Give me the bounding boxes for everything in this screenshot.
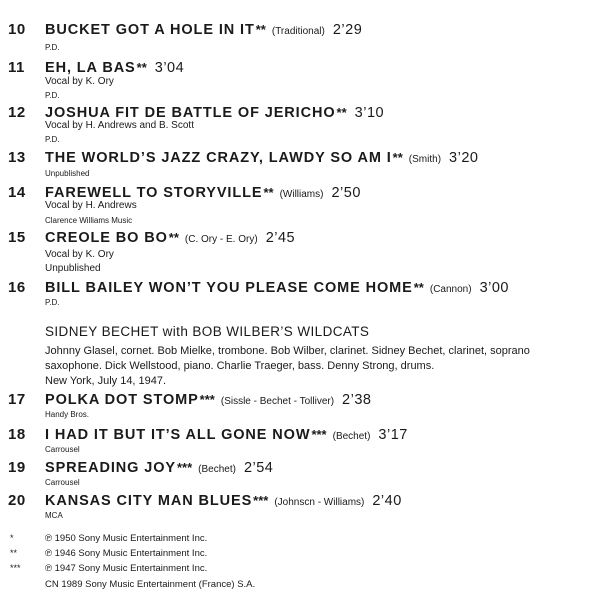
- track-stars: **: [392, 150, 403, 165]
- track-title: KANSAS CITY MAN BLUES: [45, 493, 253, 509]
- track-stars: ***: [176, 460, 193, 475]
- track-duration: 3’00: [479, 280, 509, 296]
- track-title-line: [45, 426, 408, 444]
- track-vocal: Vocal by K. Ory: [45, 249, 114, 260]
- track-stars: ***: [253, 493, 269, 508]
- track-title: EH, LA BAS: [45, 60, 136, 76]
- track-title-line: [45, 279, 509, 297]
- credit-text: CN 1989 Sony Music Entertainment (France) S.A.: [45, 579, 256, 590]
- credit-row: [0, 548, 600, 562]
- track-composer: (Bechet): [332, 431, 371, 442]
- track-vocal: Vocal by K. Ory: [45, 76, 114, 87]
- track-publisher: Carrousel: [45, 478, 80, 487]
- session-personnel: [45, 344, 580, 389]
- credit-row: [0, 533, 600, 547]
- track-number: 18: [8, 426, 26, 443]
- track-publisher: P.D.: [45, 91, 60, 100]
- track-stars: **: [255, 22, 266, 37]
- track-stars: **: [263, 185, 274, 200]
- credit-text: ℗ 1947 Sony Music Entertainment Inc.: [45, 563, 208, 574]
- track-number: 17: [8, 391, 26, 408]
- track-number: 13: [8, 149, 26, 166]
- credit-row: [0, 563, 600, 577]
- track-composer: (Sissle - Bechet - Tolliver): [220, 396, 335, 407]
- track-duration: 3’10: [354, 105, 385, 121]
- track-stars: **: [168, 230, 179, 245]
- track-title: BILL BAILEY WON’T YOU PLEASE COME HOME: [45, 280, 413, 296]
- track-duration: 2’54: [243, 460, 274, 476]
- recording-place-date: New York, July 14, 1947.: [45, 375, 167, 387]
- credit-row: [0, 579, 600, 593]
- track-publisher: P.D.: [45, 135, 60, 144]
- track-duration: 3’17: [378, 427, 408, 443]
- track-title: CREOLE BO BO: [45, 230, 168, 246]
- track-publisher: MCA: [45, 511, 63, 520]
- track-publisher: Clarence Williams Music: [45, 216, 133, 225]
- track-stars: ***: [199, 392, 215, 407]
- track-duration: 2’45: [265, 230, 296, 246]
- track-title: SPREADING JOY: [45, 460, 176, 476]
- track-duration: 3’04: [154, 60, 185, 76]
- track-title: BUCKET GOT A HOLE IN IT: [45, 22, 255, 38]
- track-vocal: Vocal by H. Andrews: [45, 200, 137, 211]
- track-composer: (Traditional): [271, 26, 325, 37]
- track-publisher: P.D.: [45, 43, 60, 52]
- track-composer: (Williams): [279, 189, 324, 200]
- track-number: 10: [8, 21, 26, 38]
- track-stars: **: [336, 105, 347, 120]
- personnel-text: Johnny Glasel, cornet. Bob Mielke, trombone. Bob Wilber, clarinet. Sidney Bechet, clarinet, soprano saxophone. Dick Wellstood, piano. Charlie Traeger, bass. Denny Strong, drums.: [45, 345, 530, 372]
- track-composer: (Cannon): [429, 284, 472, 295]
- credit-mark: *: [10, 533, 14, 543]
- track-number: 16: [8, 279, 26, 296]
- track-number: 14: [8, 184, 26, 201]
- track-duration: 2’50: [331, 185, 361, 201]
- track-title-line: [45, 492, 402, 510]
- track-title-line: [45, 59, 184, 77]
- track-title: JOSHUA FIT DE BATTLE OF JERICHO: [45, 105, 336, 121]
- track-vocal: Vocal by H. Andrews and B. Scott: [45, 120, 194, 131]
- track-stars: **: [136, 60, 147, 75]
- track-stars: **: [413, 280, 424, 295]
- track-publisher: Carrousel: [45, 445, 80, 454]
- track-number: 15: [8, 229, 26, 246]
- track-title-line: [45, 391, 371, 409]
- track-title: POLKA DOT STOMP: [45, 392, 199, 408]
- track-publisher: Handy Bros.: [45, 410, 90, 419]
- track-title: FAREWELL TO STORYVILLE: [45, 185, 263, 201]
- track-publisher: Unpublished: [45, 263, 101, 274]
- track-title: THE WORLD’S JAZZ CRAZY, LAWDY SO AM I: [45, 150, 392, 166]
- track-number: 19: [8, 459, 26, 476]
- credit-mark: **: [10, 548, 18, 558]
- track-composer: (C. Ory - E. Ory): [184, 234, 258, 245]
- track-duration: 2’38: [342, 392, 372, 408]
- track-duration: 2’29: [332, 22, 363, 38]
- track-duration: 3’20: [449, 150, 479, 166]
- track-title-line: [45, 149, 478, 167]
- track-duration: 2’40: [372, 493, 402, 509]
- track-title-line: [45, 229, 295, 247]
- credit-mark: ***: [10, 563, 21, 573]
- track-stars: ***: [311, 427, 327, 442]
- track-publisher: Unpublished: [45, 169, 90, 178]
- track-number: 11: [8, 59, 25, 76]
- credit-text: ℗ 1950 Sony Music Entertainment Inc.: [45, 533, 208, 544]
- track-number: 12: [8, 104, 26, 121]
- track-number: 20: [8, 492, 26, 509]
- credit-text: ℗ 1946 Sony Music Entertainment Inc.: [45, 548, 208, 559]
- track-composer: (Smith): [408, 154, 442, 165]
- track-composer: (Bechet): [198, 464, 236, 475]
- track-composer: (Johnscn - Williams): [274, 497, 365, 508]
- track-publisher: P.D.: [45, 298, 60, 307]
- track-title-line: [45, 459, 273, 477]
- track-title-line: [45, 21, 362, 39]
- session-heading: SIDNEY BECHET with BOB WILBER’S WILDCATS: [45, 324, 370, 339]
- track-title: I HAD IT BUT IT’S ALL GONE NOW: [45, 427, 311, 443]
